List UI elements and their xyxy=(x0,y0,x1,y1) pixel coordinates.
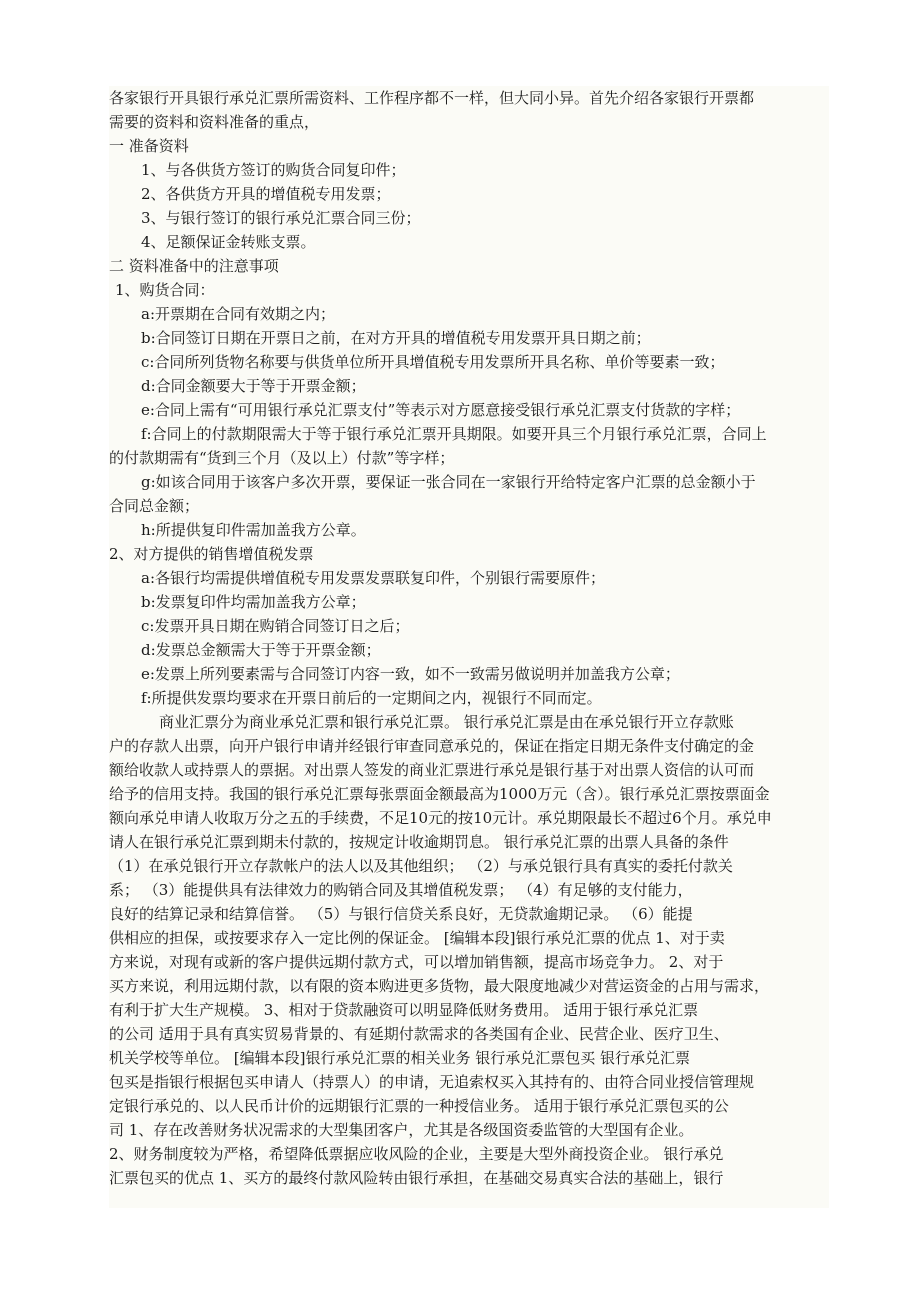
paragraph-line: 给予的信用支持。我国的银行承兑汇票每张票面金额最高为1000万元（含）。银行承兑汇票按票面金 xyxy=(109,785,770,803)
paragraph-line: （1）在承兑银行开立存款帐户的法人以及其他组织； （2）与承兑银行具有真实的委托付款关 xyxy=(109,857,733,875)
list-item: d:合同金额要大于等于开票金额； xyxy=(141,377,366,395)
list-item: a:各银行均需提供增值税专用发票发票联复印件，个别银行需要原件； xyxy=(141,569,605,587)
list-item: 2、各供货方开具的增值税专用发票； xyxy=(141,185,391,203)
list-item: b:合同签订日期在开票日之前，在对方开具的增值税专用发票开具日期之前； xyxy=(141,329,651,347)
paragraph-line: 2、财务制度较为严格，希望降低票据应收风险的企业，主要是大型外商投资企业。 银行承兑 xyxy=(109,1145,724,1163)
list-item: 1、与各供货方签订的购货合同复印件； xyxy=(141,161,406,179)
text-line: 各家银行开具银行承兑汇票所需资料、工作程序都不一样，但大同小异。首先介绍各家银行开票都 xyxy=(109,89,755,107)
paragraph-line: 方来说，对现有或新的客户提供远期付款方式，可以增加销售额，提高市场竞争力。 2、对于 xyxy=(109,953,724,971)
text-line: 合同总金额； xyxy=(109,497,200,515)
text-line: 的付款期需有“货到三个月（及以上）付款”等字样； xyxy=(109,449,455,467)
document-body xyxy=(109,86,829,1190)
list-item: 4、足额保证金转账支票。 xyxy=(141,233,316,251)
list-item: b:发票复印件均需加盖我方公章； xyxy=(141,593,366,611)
document-page xyxy=(109,86,829,1208)
list-item: c:发票开具日期在购销合同签订日之后； xyxy=(141,617,410,635)
list-item: c:合同所列货物名称要与供货单位所开具增值税专用发票所开具名称、单价等要素一致； xyxy=(141,353,725,371)
paragraph-line: 买方来说，利用远期付款，以有限的资本购进更多货物，最大限度地减少对营运资金的占用与需求， xyxy=(109,977,770,995)
list-item: a:开票期在合同有效期之内； xyxy=(141,305,335,323)
list-item: g:如该合同用于该客户多次开票，要保证一张合同在一家银行开给特定客户汇票的总金额小于 xyxy=(141,473,756,491)
text-line: 需要的资料和资料准备的重点， xyxy=(109,113,320,131)
list-item: e:合同上需有“可用银行承兑汇票支付”等表示对方愿意接受银行承兑汇票支付货款的字样； xyxy=(141,401,741,419)
list-item: e:发票上所列要素需与合同签订内容一致，如不一致需另做说明并加盖我方公章； xyxy=(141,665,680,683)
paragraph-line: 汇票包买的优点 1、买方的最终付款风险转由银行承担，在基础交易真实合法的基础上，银行 xyxy=(109,1169,724,1187)
paragraph-line: 系； （3）能提供具有法律效力的购销合同及其增值税发票； （4）有足够的支付能力， xyxy=(109,881,693,899)
paragraph-line: 户的存款人出票，向开户银行申请并经银行审查同意承兑的，保证在指定日期无条件支付确定的金 xyxy=(109,737,755,755)
paragraph-line: 机关学校等单位。 [编辑本段]银行承兑汇票的相关业务 银行承兑汇票包买 银行承兑汇票 xyxy=(109,1049,691,1067)
paragraph-line: 有利于扩大生产规模。 3、相对于贷款融资可以明显降低财务费用。 适用于银行承兑汇票 xyxy=(109,1001,699,1019)
list-item: 3、与银行签订的银行承兑汇票合同三份； xyxy=(141,209,421,227)
paragraph-line: 包买是指银行根据包买申请人（持票人）的申请，无追索权买入其持有的、由符合同业授信管理规 xyxy=(109,1073,755,1091)
section-heading: 二 资料准备中的注意事项 xyxy=(109,257,279,275)
subsection-heading: 2、对方提供的销售增值税发票 xyxy=(109,545,314,563)
list-item: h:所提供复印件需加盖我方公章。 xyxy=(141,521,366,539)
paragraph-line: 额向承兑申请人收取万分之五的手续费，不足10元的按10元计。承兑期限最长不超过6个月。承兑申 xyxy=(109,809,772,827)
paragraph-line: 供相应的担保，或按要求存入一定比例的保证金。 [编辑本段]银行承兑汇票的优点 1、对于卖 xyxy=(109,929,725,947)
list-item: d:发票总金额需大于等于开票金额； xyxy=(141,641,381,659)
list-item: f:合同上的付款期限需大于等于银行承兑汇票开具期限。如要开具三个月银行承兑汇票，合同上 xyxy=(141,425,767,443)
paragraph-line: 请人在银行承兑汇票到期未付款的，按规定计收逾期罚息。 银行承兑汇票的出票人具备的条件 xyxy=(109,833,729,851)
paragraph-line: 司 1、存在改善财务状况需求的大型集团客户，尤其是各级国资委监管的大型国有企业。 xyxy=(109,1121,694,1139)
paragraph-line: 的公司 适用于具有真实贸易背景的、有延期付款需求的各类国有企业、民营企业、医疗卫生、 xyxy=(109,1025,729,1043)
paragraph-line: 商业汇票分为商业承兑汇票和银行承兑汇票。 银行承兑汇票是由在承兑银行开立存款账 xyxy=(159,713,734,731)
paragraph-line: 额给收款人或持票人的票据。对出票人签发的商业汇票进行承兑是银行基于对出票人资信的认可而 xyxy=(109,761,755,779)
paragraph-line: 定银行承兑的、以人民币计价的远期银行汇票的一种授信业务。 适用于银行承兑汇票包买的公 xyxy=(109,1097,729,1115)
section-heading: 一 准备资料 xyxy=(109,137,189,155)
subsection-heading: 1、购货合同： xyxy=(115,281,215,299)
list-item: f:所提供发票均要求在开票日前后的一定期间之内，视银行不同而定。 xyxy=(141,689,602,707)
paragraph-line: 良好的结算记录和结算信誉。 （5）与银行信贷关系良好，无贷款逾期记录。 （6）能提 xyxy=(109,905,693,923)
